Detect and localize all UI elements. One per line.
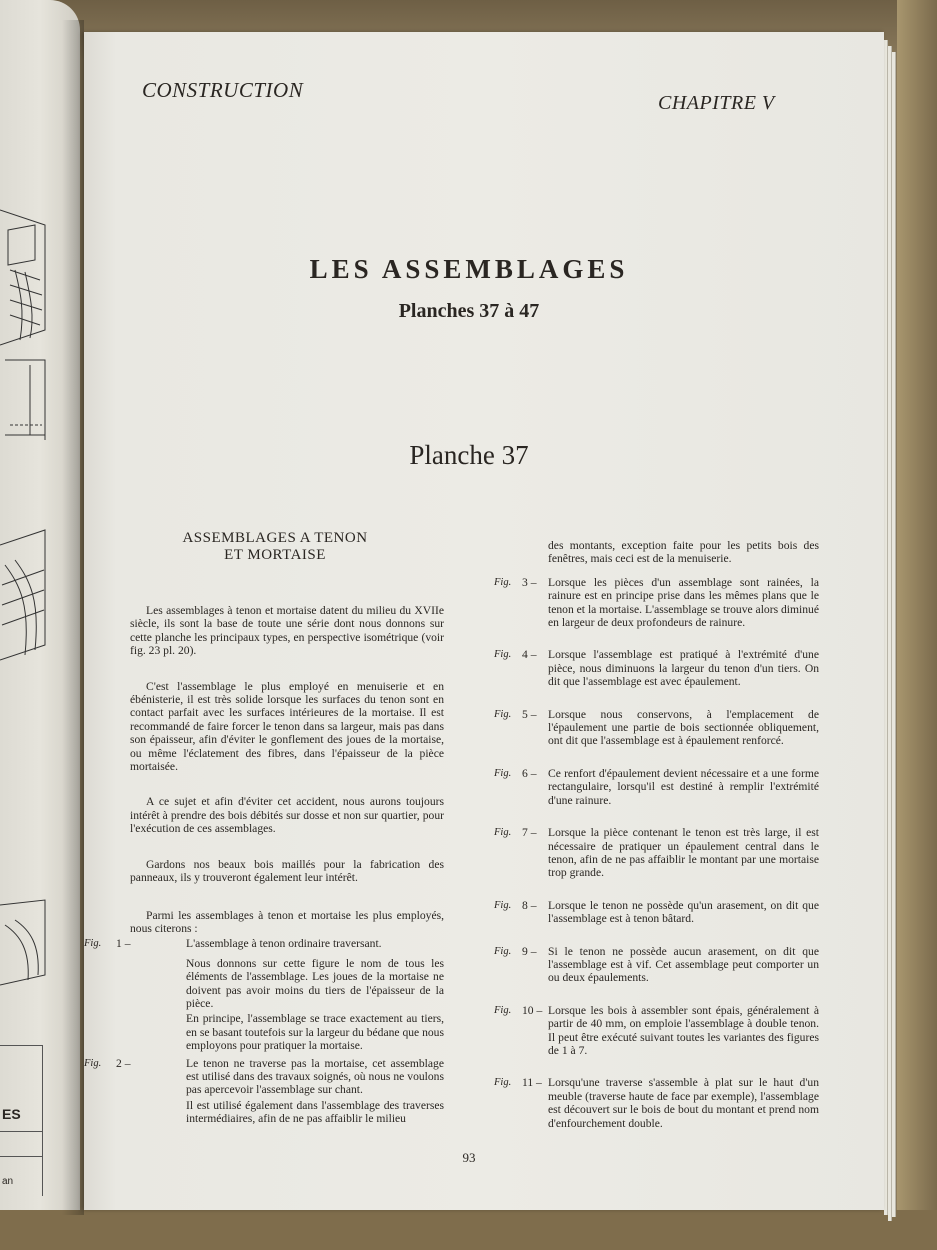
left-column (84, 530, 444, 1128)
figure-entry (84, 937, 444, 951)
table-surface-right (897, 0, 937, 1250)
figure-number: 2 – (116, 1056, 131, 1070)
figure-number: 10 – (522, 1003, 543, 1017)
figure-entry (494, 826, 819, 880)
figure-label: Fig. (494, 827, 512, 839)
figure-number: 3 – (522, 575, 537, 589)
running-header-right: CHAPITRE V (658, 92, 775, 114)
figure-label: Fig. (494, 767, 512, 779)
right-column (494, 539, 819, 1149)
paragraph: A ce sujet et afin d'éviter cet accident, nous aurons toujours intérêt à prendre des bois débités sur dosse et non sur quartier, pour l'exécution de ces assemblages. (130, 795, 444, 836)
figure-label: Fig. (84, 1057, 102, 1069)
chapter-subtitle: Planches 37 à 47 (398, 300, 540, 322)
gutter-shadow (62, 20, 84, 1215)
table-fragment (0, 1045, 43, 1196)
figure-entry (494, 708, 819, 748)
figure-entry (84, 1056, 444, 1097)
paragraph: Nous donnons sur cette figure le nom de tous les éléments de l'assemblage. Les joues de la mortaise ne doivent pas avoir moins du tiers de l'épaisseur de la pièce. (186, 956, 444, 1010)
chapter-title: LES ASSEMBLAGES (309, 254, 629, 284)
figure-text: Ce renfort d'épaulement devient nécessaire et a une forme rectangulaire, lorsqu'il est destiné à remplir l'extrémité d'une rainure. (548, 766, 819, 807)
section-title-line: ET MORTAISE (224, 547, 326, 563)
figure-number: 5 – (522, 707, 537, 721)
figure-text: Lorsque les bois à assembler sont épais, généralement à partir de 40 mm, on emploie l'assemblage à double tenon. Il peut être exécuté suivant toutes les variantes des figures de 1 à 7. (548, 1003, 819, 1057)
figure-number: 4 – (522, 648, 537, 662)
figure-label: Fig. (494, 649, 512, 661)
figure-text: Lorsque le tenon ne possède qu'un arasement, on dit que l'assemblage est à tenon bâtard. (548, 898, 819, 926)
plate-heading: Planche 37 (409, 440, 529, 470)
figure-number: 6 – (522, 766, 537, 780)
fragment-text: an (2, 1176, 14, 1187)
paragraph: Il est utilisé également dans l'assemblage des traverses intermédiaires, afin de ne pas affaiblir le milieu (186, 1098, 444, 1126)
figure-entry (494, 767, 819, 807)
book-page (84, 32, 884, 1210)
figure-entry (494, 1076, 819, 1130)
page-number: 93 (462, 1150, 476, 1165)
figure-number: 1 – (116, 937, 131, 951)
figure-text: Si le tenon ne possède aucun arasement, on dit que l'assemblage est à vif. Cet assemblage peut comporter un ou deux épaulements. (548, 944, 819, 985)
figure-entry (494, 648, 819, 688)
figure-text: Lorsque la pièce contenant le tenon est très large, il est nécessaire de pratiquer un épaulement central dans le tenon, afin de ne pas affaiblir le montant par une mortaise trop grande. (548, 826, 819, 880)
figure-text: Lorsque les pièces d'un assemblage sont rainées, la rainure est en principe prise dans les mêmes plans que le tenon et la mortaise. L'assemblage se trouve alors diminué en largeur de deux profondeurs de rainure. (548, 575, 819, 630)
figure-entry (494, 945, 819, 985)
figure-text: Le tenon ne traverse pas la mortaise, cet assemblage est utilisé dans des travaux soignés, où nous ne voulons pas apercevoir l'assemblage sur chant. (186, 1056, 444, 1097)
page-edge (892, 52, 896, 1217)
fragment-text: ES (2, 1106, 21, 1122)
figure-number: 11 – (522, 1076, 542, 1090)
figure-entry (494, 576, 819, 630)
paragraph: des montants, exception faite pour les petits bois des fenêtres, mais ceci est de la menuiserie. (548, 539, 819, 566)
paragraph: C'est l'assemblage le plus employé en menuiserie et en ébénisterie, il est très solide lorsque les surfaces du tenon sont en contact parfait avec les surfaces intérieures de la mortaise. Il est recommandé de faire forcer le tenon dans sa largeur, mais pas dans son épaisseur, afin d'éviter le gonflement des joues de la mortaise, ou même l'éclatement des fibres, dans l'épaisseur de la pièce mortaisée. (130, 679, 444, 774)
paragraph: Parmi les assemblages à tenon et mortaise les plus employés, nous citerons : (130, 908, 444, 935)
section-title (160, 530, 390, 564)
joint-drawing (0, 895, 65, 995)
running-header-left: CONSTRUCTION (142, 78, 304, 102)
joint-drawing (0, 525, 65, 665)
figure-number: 7 – (522, 826, 537, 840)
figure-text: L'assemblage à tenon ordinaire traversant. (186, 937, 382, 951)
figure-label: Fig. (494, 899, 512, 911)
figure-entry (494, 1004, 819, 1058)
figure-text: Lorsque nous conservons, à l'emplacement de l'épaulement une partie de bois sectionnée obliquement, ont dit que l'assemblage est à épaulement renforcé. (548, 707, 819, 748)
figure-label: Fig. (494, 1077, 512, 1089)
paragraph: En principe, l'assemblage se trace exactement au tiers, en se basant toutefois sur la largeur du bédane que nous employons pour pratiquer la mortaise. (186, 1012, 444, 1053)
figure-text: Lorsqu'une traverse s'assemble à plat sur le haut d'un meuble (traverse haute de face par exemple), l'assemblage est découvert sur le bois de bout du montant et prend nom d'enfourchement double. (548, 1076, 819, 1130)
figure-label: Fig. (494, 708, 512, 720)
figure-text: Lorsque l'assemblage est pratiqué à l'extrémité d'une pièce, nous diminuons la largeur du tenon d'un tiers. On dit que l'assemblage est avec épaulement. (548, 648, 819, 689)
joint-drawing (0, 355, 65, 455)
figure-label: Fig. (84, 938, 102, 950)
table-surface-bottom (0, 1210, 937, 1250)
figure-number: 9 – (522, 944, 537, 958)
figure-entry (494, 899, 819, 926)
figure-label: Fig. (494, 1004, 512, 1016)
figure-number: 8 – (522, 898, 537, 912)
paragraph: Les assemblages à tenon et mortaise datent du milieu du XVIIe siècle, ils sont la base de toute une série dont nous donnons sur cette planche les principaux types, en perspective isométrique (voir fig. 23 pl. 20). (130, 604, 444, 658)
figure-label: Fig. (494, 576, 512, 588)
joint-drawing (0, 200, 65, 350)
paragraph: Gardons nos beaux bois maillés pour la fabrication des panneaux, ils y trouveront également leur intérêt. (130, 857, 444, 885)
section-title-line: ASSEMBLAGES A TENON (182, 530, 368, 546)
figure-label: Fig. (494, 945, 512, 957)
